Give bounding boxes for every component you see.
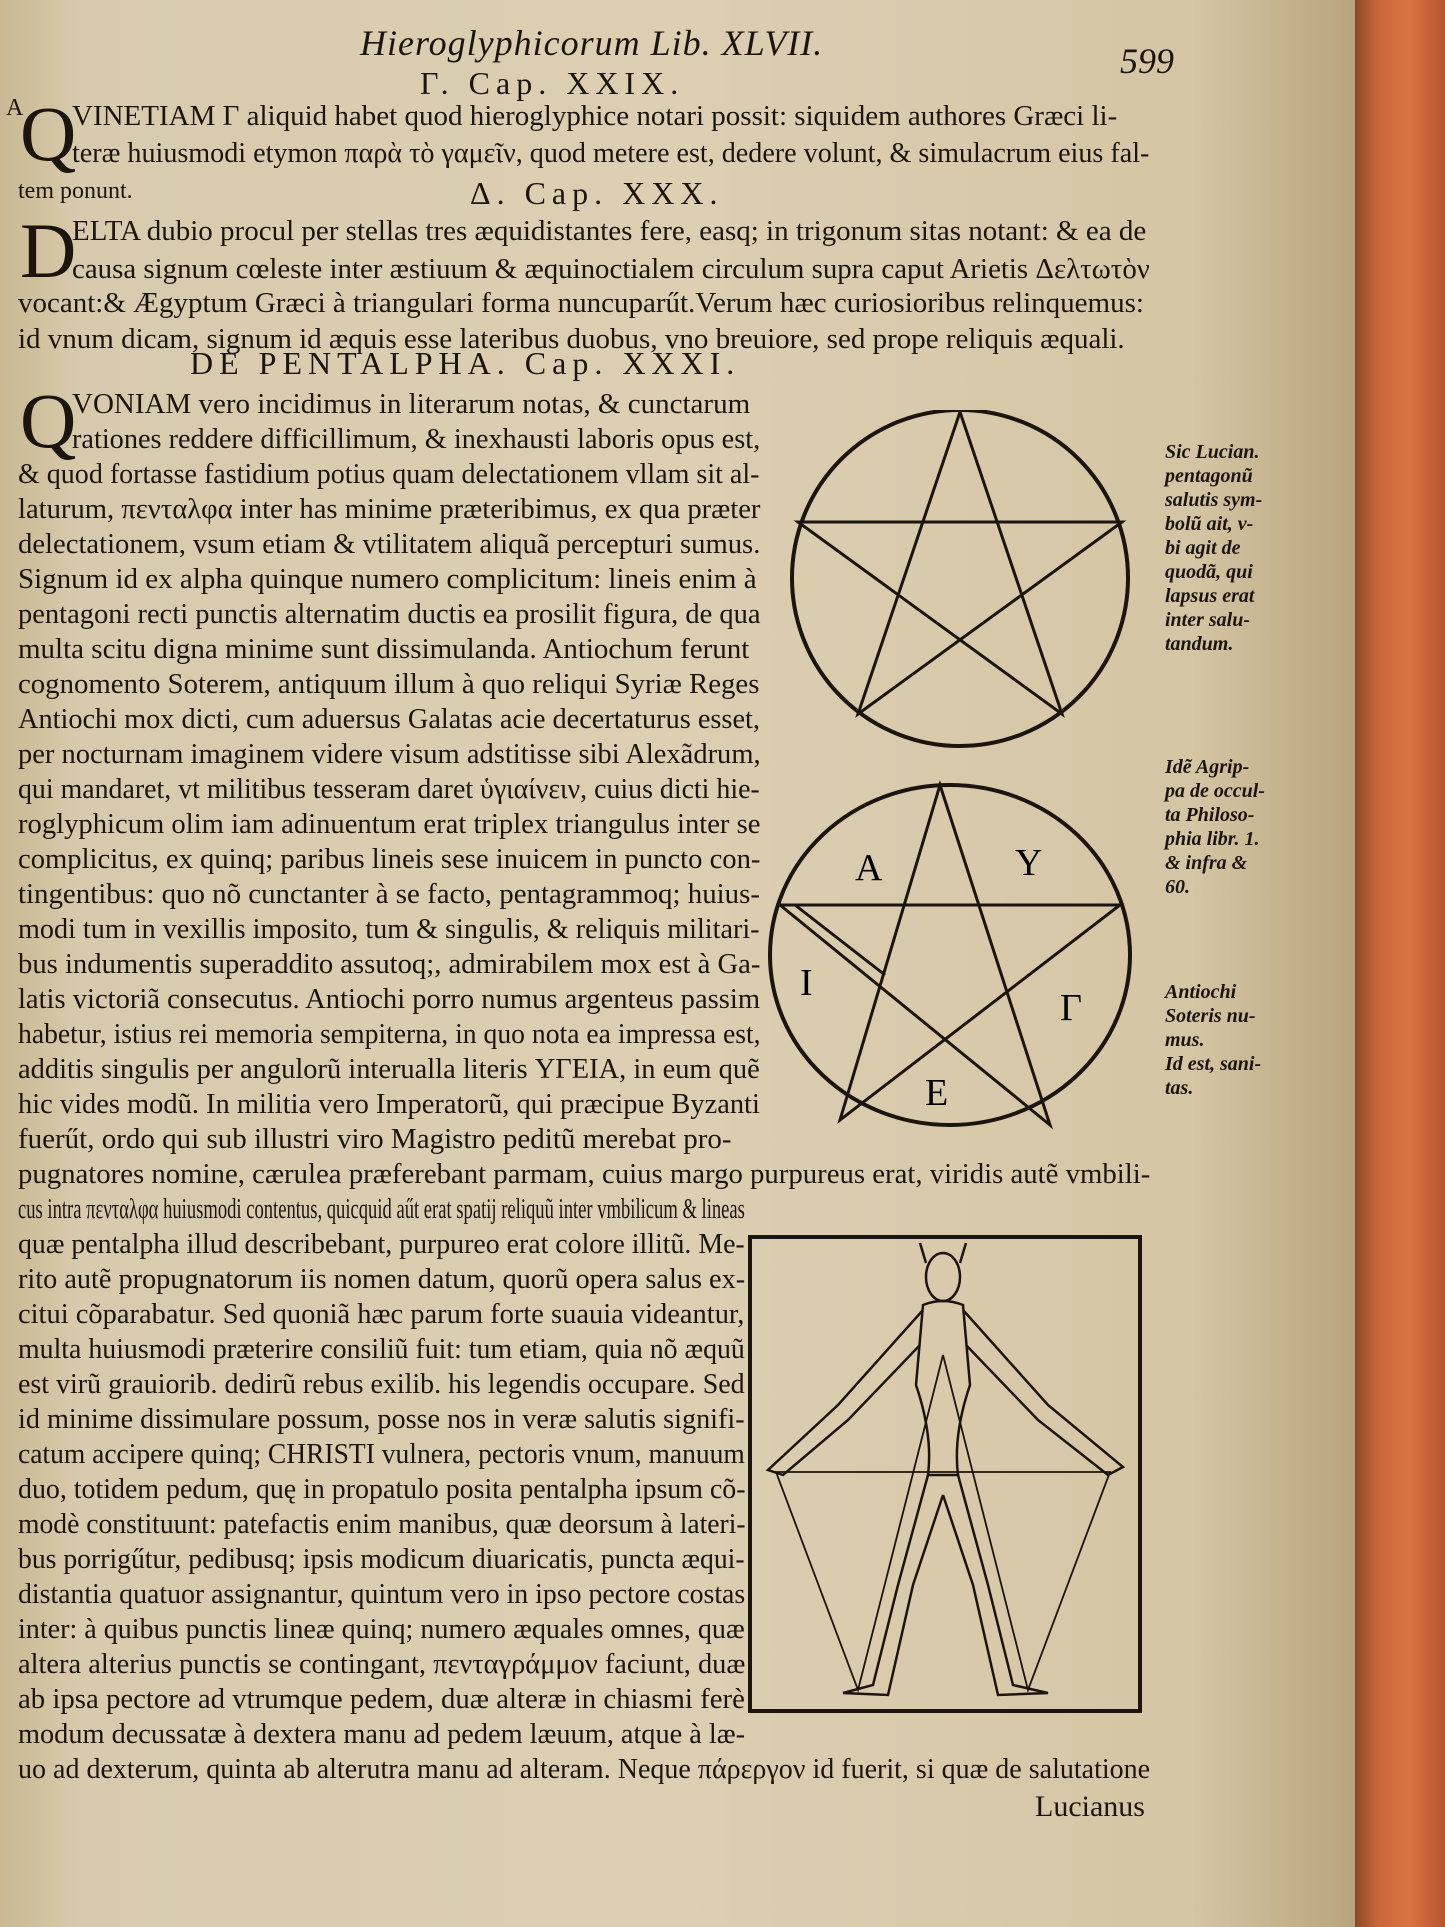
head — [926, 1253, 960, 1301]
text-line: teræ huiusmodi etymon παρὰ τὸ γαμεῖν, quod metere est, dedere volunt, & simulacrum eius fal- — [72, 137, 1150, 169]
text-line: bus porrigűtur, pedibusq; ipsis modicum diuaricatis, puncta æqui- — [18, 1543, 745, 1575]
text-line: id minime dissimulare possum, posse nos in veræ salutis signifi- — [18, 1403, 745, 1435]
book-edge — [1355, 0, 1445, 1927]
text-line: tingentibus: quo nõ cunctanter à se facto, pentagrammoq; huius- — [18, 878, 760, 910]
text-line: qui mandaret, vt militibus tesseram daret ὑγιαίνειν, cuius dicti hie- — [18, 773, 760, 805]
note-line: quodã, qui — [1165, 561, 1253, 583]
side-note-3 — [1165, 980, 1261, 1100]
text-line: laturum, πενταλφα inter has minime præteribimus, ex qua præter — [18, 493, 761, 525]
coin-letter: Γ — [1060, 987, 1082, 1029]
note-line: bolũ ait, v- — [1165, 513, 1254, 535]
text-line: id vnum dicam, signum id æquis esse lateribus duobus, vno breuiore, sed prope reliquis æquali. — [18, 323, 1125, 355]
text-line: rito autẽ propugnatorum iis nomen datum, quorũ opera salus ex- — [18, 1263, 746, 1295]
note-line: mus. — [1165, 1029, 1205, 1051]
note-line: Idẽ Agrip- — [1165, 756, 1250, 778]
note-line: pa de occul- — [1165, 780, 1265, 802]
text-line: multa huiusmodi præterire consiliũ fuit: tum etiam, quia nõ æquũ — [18, 1333, 745, 1365]
margin-letter: A — [6, 95, 24, 121]
note-line: phia libr. 1. — [1165, 828, 1260, 850]
text-line: Antiochi mox dicti, cum aduersus Galatas acie decertaturus esset, — [18, 703, 760, 735]
text-line: roglyphicum olim iam adinuentum erat triplex triangulus inter se — [18, 808, 761, 840]
text-line: ab ipsa pectore ad vtrumque pedem, duæ alteræ in chiasmi ferè — [18, 1683, 745, 1715]
text-line: vocant:& Ægyptum Græci à triangulari forma nuncuparűt.Verum hæc curiosioribus relinquemus: — [18, 287, 1144, 319]
text-line: additis singulis per angulorũ interualla literis ΥΓΕΙΑ, in eum quẽ — [18, 1053, 760, 1085]
drop-cap-q1: Q — [20, 90, 77, 177]
note-line: Soteris nu- — [1165, 1005, 1256, 1027]
text-line: pugnatores nomine, cærulea præferebant parmam, cuius margo purpureus erat, viridis autẽ vmbili- — [18, 1158, 1151, 1190]
coin-letter: Α — [855, 847, 883, 889]
catchword: Lucianus — [1035, 1790, 1145, 1823]
coin-letter: Ι — [800, 962, 813, 1004]
human-pentalpha-figure — [748, 1235, 1143, 1715]
text-line: ELTA dubio procul per stellas tres æquidistantes fere, easq; in trigonum sitas notant: & ea de — [72, 215, 1147, 247]
text-line: VONIAM vero incidimus in literarum notas, & cunctarum — [72, 388, 751, 420]
note-line: Id est, sani- — [1165, 1053, 1262, 1075]
text-line: pentagoni recti punctis alternatim ductis ea prosilit figura, de qua — [18, 598, 761, 630]
left-arm — [768, 1310, 923, 1475]
text-line: habetur, istius rei memoria sempiterna, in quo nota ea impressa est, — [18, 1018, 761, 1050]
text-line: cus intra πενταλφα huiusmodi contentus, quicquid aűt erat spatij reliquũ inter vmbilicum & lineas — [18, 1193, 745, 1225]
note-line: lapsus erat — [1165, 585, 1255, 607]
pentagram-star — [798, 412, 1122, 714]
text-line: modum decussatæ à dextera manu ad pedem læuum, atque à læ- — [18, 1718, 746, 1750]
note-line: Antiochi — [1165, 981, 1237, 1003]
text-line: delectationem, vsum etiam & vtilitatem aliquã percepturi sumus. — [18, 528, 761, 560]
coin-star — [780, 785, 1120, 1125]
text-line: citui cõparabatur. Sed quoniã hæc parum forte suauia videantur, — [18, 1298, 745, 1330]
drop-cap-q2: Q — [20, 377, 77, 464]
drop-cap-d: D — [20, 207, 77, 294]
chapter-heading-30: Δ. Cap. XXX. — [470, 175, 724, 211]
pentagram-circle — [792, 410, 1128, 746]
text-line: distantia quatuor assignantur, quintum vero in ipso pectore costas — [18, 1578, 746, 1610]
note-line: pentagonũ — [1165, 465, 1253, 487]
pentagram-figure — [785, 410, 1135, 750]
side-note-2 — [1165, 755, 1265, 899]
text-line: fuerűt, ordo qui sub illustri viro Magistro peditũ merebat pro- — [18, 1123, 732, 1155]
text-line: cognomento Soterem, antiquum illum à quo reliqui Syriæ Reges — [18, 668, 760, 700]
note-line: ta Philoso- — [1165, 804, 1255, 826]
text-line: bus indumentis superaddito assutoq;, admirabilem mox est à Ga- — [18, 948, 761, 980]
text-line: multa scitu digna minime sunt dissimulanda. Antiochum ferunt — [18, 633, 750, 665]
right-leg — [943, 1475, 1048, 1695]
text-line: complicitus, ex quinq; paribus lineis sese inuicem in puncto con- — [18, 843, 761, 875]
page-number: 599 — [1120, 41, 1174, 81]
note-line: & infra & — [1165, 852, 1248, 874]
text-line: quæ pentalpha illud describebant, purpureo erat colore illitũ. Me- — [18, 1228, 745, 1260]
text-line: modi tum in vexillis imposito, tum & singulis, & reliquis militari- — [18, 913, 760, 945]
coin-pentagram-figure — [765, 780, 1135, 1130]
text-line: tem ponunt. — [18, 178, 133, 204]
chapter-heading-31: DE PENTALPHA. Cap. XXXI. — [190, 345, 741, 381]
text-line: causa signum cœleste inter æstiuum & æquinoctialem circulum supra caput Arietis Δελτωτὸν — [72, 253, 1150, 285]
text-line: catum accipere quinq; CHRISTI vulnera, pectoris vnum, manuum — [18, 1438, 745, 1470]
text-line: modè constituunt: patefactis enim manibus, quæ deorsum à lateri- — [18, 1508, 746, 1540]
text-line: per nocturnam imaginem videre visum adstitisse sibi Alexãdrum, — [18, 738, 761, 770]
side-note-1 — [1165, 440, 1262, 656]
text-line: duo, totidem pedum, quę in propatulo posita pentalpha ipsum cõ- — [18, 1473, 746, 1505]
running-title: Hieroglyphicorum Lib. XLVII. — [360, 23, 824, 63]
text-line: latis victoriã consecutus. Antiochi porro numus argenteus passim — [18, 983, 761, 1015]
text-line: uo ad dexterum, quinta ab alterutra manu ad alteram. Neque πάρεργον id fuerit, si quæ de salutatione — [18, 1753, 1151, 1785]
right-arm — [963, 1310, 1123, 1475]
note-line: tandum. — [1165, 633, 1234, 655]
note-line: Sic Lucian. — [1165, 441, 1260, 463]
text-line: Signum id ex alpha quinque numero complicitum: lineis enim à — [18, 563, 757, 595]
torso — [916, 1301, 970, 1475]
coin-circle — [770, 785, 1130, 1125]
note-line: tas. — [1165, 1077, 1194, 1099]
text-line: rationes reddere difficillimum, & inexhausti laboris opus est, — [72, 423, 761, 455]
note-line: salutis sym- — [1165, 489, 1263, 511]
body-pentagram — [776, 1355, 1110, 1690]
text-line: inter: à quibus punctis lineæ quinq; numero æquales omnes, quæ — [18, 1613, 745, 1645]
left-leg — [843, 1475, 943, 1695]
note-line: bi agit de — [1165, 537, 1241, 559]
text-line: hic vides modũ. In militia vero Imperatorũ, qui præcipue Byzanti — [18, 1088, 760, 1120]
chapter-heading-29: Γ. Cap. XXIX. — [420, 65, 685, 101]
note-line: inter salu- — [1165, 609, 1251, 631]
coin-letter: Ε — [925, 1072, 949, 1114]
note-line: 60. — [1165, 876, 1190, 898]
text-line: altera alterius punctis se contingant, πενταγράμμον faciunt, duæ — [18, 1648, 746, 1680]
text-line: VINETIAM Γ aliquid habet quod hieroglyphice notari possit: siquidem authores Græci li- — [72, 100, 1118, 132]
text-line: & quod fortasse fastidium potius quam delectationem vllam sit al- — [18, 458, 760, 490]
text-line: est virũ grauiorib. dedirũ rebus exilib. his legendis occupare. Sed — [18, 1368, 745, 1400]
coin-letter: Υ — [1015, 842, 1043, 884]
